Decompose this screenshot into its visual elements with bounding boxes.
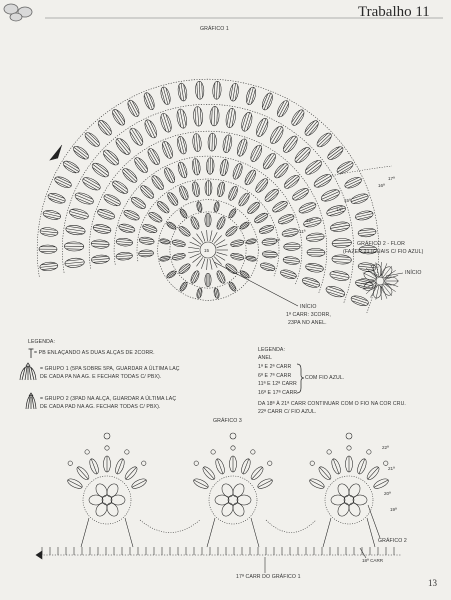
- chart1-row-15: 15ª: [344, 198, 351, 203]
- legend2-line1: 1ª E 2ª CARR: [258, 364, 292, 370]
- chart1-row-16: 16ª: [378, 183, 385, 188]
- legend2-line2: 6ª E 7ª CARR: [258, 373, 292, 379]
- page-title: Trabalho 11: [358, 4, 430, 20]
- chart2-subtitle: (FAZER 21 IGUAIS C/ FIO AZUL): [343, 249, 424, 255]
- legend-heading: LEGENDA:: [28, 339, 56, 345]
- legend2-line3: 11ª E 12ª CARR: [258, 381, 297, 387]
- legend2-sub: ANEL: [258, 355, 272, 361]
- legend2-row2: 22ª CARR C/ FIO AZUL.: [258, 409, 317, 415]
- legend-item-grupo2-cont: DE CADA PAD NA AG. FECHAR TODAS C/ PBX).: [40, 404, 161, 410]
- chart3-row-22: 22ª: [382, 445, 389, 450]
- chart3-row-20: 20ª: [384, 491, 391, 496]
- legend2-row1: DA 18ª À 21ª CARR CONTINUAR COM O FIO NA COR CRU.: [258, 401, 406, 407]
- chart2-start: INÍCIO: [405, 270, 422, 276]
- chart1-center-label: 15: [204, 248, 210, 253]
- chart3-row-19: 19ª: [390, 507, 397, 512]
- legend2-line4: 16ª E 17ª CARR: [258, 390, 298, 396]
- legend-item-grupo1: = GRUPO 1 (5PA SOBRE 5PA, GUARDAR A ÚLTIMA LAÇ: [40, 366, 180, 372]
- chart1-label: GRÁFICO 1: [200, 26, 229, 32]
- chart1-row-17: 17ª: [388, 176, 395, 181]
- start-note-line1: 1ª CARR: 3CORR,: [286, 312, 331, 318]
- legend-item-grupo2: = GRUPO 2 (3PAD NA ALÇA, GUARDAR A ÚLTIMA LAÇ: [40, 396, 177, 402]
- start-note-line2: 23PA NO ANEL.: [288, 320, 327, 326]
- chart3-bottom-label: 17ª CARR DO GRÁFICO 1: [236, 574, 301, 580]
- chart2-title: GRÁFICO 2 - FLOR: [357, 241, 406, 247]
- legend2-heading: LEGENDA:: [258, 347, 286, 353]
- chart3-ref-label: GRÁFICO 2: [378, 538, 407, 544]
- start-note-title: INÍCIO: [300, 304, 317, 310]
- chart1-row-12: 12ª: [306, 218, 313, 223]
- chart1-row-9: 9ª: [276, 238, 281, 243]
- chart1-row-14: 14ª: [336, 207, 343, 212]
- chart3-row-21: 21ª: [388, 466, 395, 471]
- legend-item-grupo1-cont: DE CADA PA NA AG. E FECHAR TODAS C/ PBX).: [40, 374, 162, 380]
- legend-item-pb: = PB ENLAÇANDO AS DUAS ALÇAS DE 2CORR.: [34, 350, 155, 356]
- chart3-row-18: 18ª CARR: [362, 558, 384, 563]
- page-number: 13: [428, 578, 437, 588]
- chart1-row-11: 11ª: [299, 229, 306, 234]
- chart3-label: GRÁFICO 3: [213, 418, 242, 424]
- legend2-brace-note: COM FIO AZUL.: [305, 375, 345, 381]
